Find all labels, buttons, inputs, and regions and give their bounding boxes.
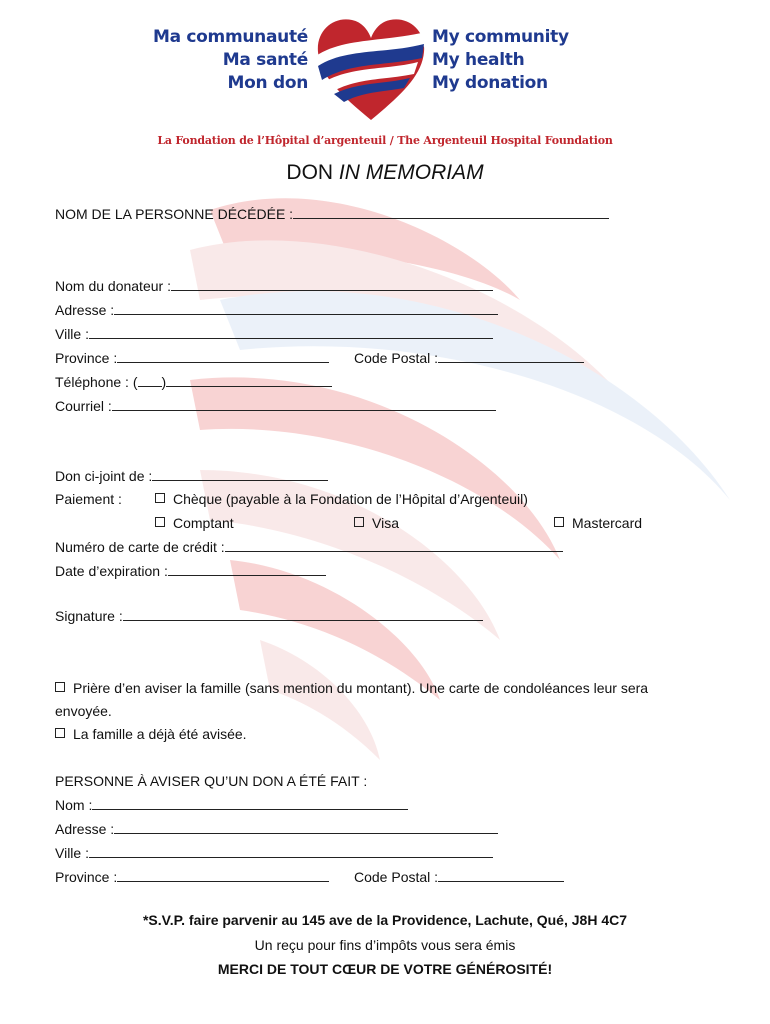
donor-city-label: Ville : bbox=[55, 326, 89, 342]
deceased-row bbox=[55, 205, 609, 223]
payment-method-label: Paiement : bbox=[55, 491, 122, 507]
recipient-postal-label: Code Postal : bbox=[354, 869, 439, 885]
mastercard-checkbox[interactable] bbox=[554, 517, 564, 527]
deceased-label: NOM DE LA PERSONNE DÉCÉDÉE : bbox=[55, 206, 294, 222]
donation-amount-field[interactable] bbox=[152, 467, 328, 481]
heart-logo-icon bbox=[312, 12, 430, 124]
title-italic: IN MEMORIAM bbox=[338, 161, 484, 184]
logo-text-english bbox=[432, 26, 569, 95]
foundation-name: La Fondation de l’Hôpital d’argenteuil / The Argenteuil Hospital Foundation bbox=[157, 134, 613, 147]
donor-phone-field[interactable] bbox=[166, 373, 332, 387]
recipient-postal-row bbox=[354, 868, 564, 886]
logo-text-french bbox=[153, 26, 308, 95]
recipient-name-field[interactable] bbox=[92, 796, 408, 810]
recipient-address-label: Adresse : bbox=[55, 821, 115, 837]
notify-family-label: Prière d’en aviser la famille (sans mention du montant). Une carte de condoléances leur sera bbox=[73, 680, 649, 696]
cash-label: Comptant bbox=[173, 515, 234, 531]
recipient-header: PERSONNE À AVISER QU’UN DON A ÉTÉ FAIT : bbox=[55, 773, 368, 789]
donation-amount-label: Don ci-joint de : bbox=[55, 468, 153, 484]
payment-option-mastercard[interactable] bbox=[554, 514, 642, 532]
signature-field[interactable] bbox=[123, 607, 483, 621]
family-notified-checkbox[interactable] bbox=[55, 728, 65, 738]
donor-province-field[interactable] bbox=[117, 349, 329, 363]
logo-line: My community bbox=[432, 27, 569, 47]
donor-name-label: Nom du donateur : bbox=[55, 278, 171, 294]
mailing-address: *S.V.P. faire parvenir au 145 ave de la Providence, Lachute, Qué, J8H 4C7 bbox=[142, 912, 628, 928]
donor-province-label: Province : bbox=[55, 350, 118, 366]
recipient-city-label: Ville : bbox=[55, 845, 89, 861]
donor-phone-label: Téléphone : ( bbox=[55, 374, 138, 390]
donation-amount-row bbox=[55, 467, 328, 485]
card-number-label: Numéro de carte de crédit : bbox=[55, 539, 225, 555]
recipient-name-label: Nom : bbox=[55, 797, 93, 813]
donor-email-label: Courriel : bbox=[55, 398, 112, 414]
card-number-field[interactable] bbox=[225, 538, 563, 552]
title-main: DON bbox=[286, 161, 334, 184]
recipient-postal-field[interactable] bbox=[438, 868, 564, 882]
logo-line: Mon don bbox=[227, 73, 308, 93]
donor-postal-row bbox=[354, 349, 584, 367]
notify-family-option[interactable] bbox=[55, 679, 648, 697]
deceased-name-field[interactable] bbox=[293, 205, 609, 219]
logo-line: My donation bbox=[432, 73, 548, 93]
recipient-city-row bbox=[55, 844, 493, 862]
logo-line: Ma communauté bbox=[152, 27, 308, 47]
expiry-field[interactable] bbox=[168, 562, 326, 576]
page-title bbox=[0, 161, 770, 185]
cheque-label: Chèque (payable à la Fondation de l’Hôpital d’Argenteuil) bbox=[173, 491, 528, 507]
donor-phone-row bbox=[55, 373, 332, 391]
recipient-province-row bbox=[55, 868, 329, 886]
family-notified-label: La famille a déjà été avisée. bbox=[73, 726, 247, 742]
recipient-province-field[interactable] bbox=[117, 868, 329, 882]
recipient-address-field[interactable] bbox=[114, 820, 498, 834]
recipient-province-label: Province : bbox=[55, 869, 118, 885]
donor-area-code-field[interactable] bbox=[138, 373, 162, 387]
donor-email-row bbox=[55, 397, 496, 415]
donor-city-row bbox=[55, 325, 493, 343]
donor-city-field[interactable] bbox=[89, 325, 493, 339]
payment-option-cash[interactable] bbox=[155, 514, 234, 532]
recipient-city-field[interactable] bbox=[89, 844, 493, 858]
donor-name-field[interactable] bbox=[171, 277, 493, 291]
signature-row bbox=[55, 607, 483, 625]
notify-family-checkbox[interactable] bbox=[55, 682, 65, 692]
recipient-name-row bbox=[55, 796, 408, 814]
donor-phone-paren: ) bbox=[161, 374, 167, 390]
notify-family-label-continued: envoyée. bbox=[55, 703, 112, 719]
donor-postal-field[interactable] bbox=[438, 349, 584, 363]
card-number-row bbox=[55, 538, 563, 556]
donor-address-row bbox=[55, 301, 498, 319]
payment-option-cheque[interactable] bbox=[155, 490, 528, 508]
family-notified-option[interactable] bbox=[55, 725, 247, 743]
visa-checkbox[interactable] bbox=[354, 517, 364, 527]
mastercard-label: Mastercard bbox=[572, 515, 643, 531]
donor-name-row bbox=[55, 277, 493, 295]
expiry-label: Date d’expiration : bbox=[55, 563, 168, 579]
donor-province-row bbox=[55, 349, 329, 367]
cash-checkbox[interactable] bbox=[155, 517, 165, 527]
tax-receipt-note: Un reçu pour fins d’impôts vous sera émis bbox=[254, 937, 516, 953]
expiry-row bbox=[55, 562, 326, 580]
payment-option-visa[interactable] bbox=[354, 514, 399, 532]
visa-label: Visa bbox=[372, 515, 399, 531]
cheque-checkbox[interactable] bbox=[155, 493, 165, 503]
signature-label: Signature : bbox=[55, 608, 123, 624]
donor-email-field[interactable] bbox=[112, 397, 496, 411]
donor-address-field[interactable] bbox=[114, 301, 498, 315]
donor-address-label: Adresse : bbox=[55, 302, 115, 318]
logo-line: My health bbox=[432, 50, 525, 70]
recipient-address-row bbox=[55, 820, 498, 838]
logo-line: Ma santé bbox=[222, 50, 308, 70]
donor-postal-label: Code Postal : bbox=[354, 350, 439, 366]
thank-you-note: MERCI DE TOUT CŒUR DE VOTRE GÉNÉROSITÉ! bbox=[217, 961, 553, 977]
